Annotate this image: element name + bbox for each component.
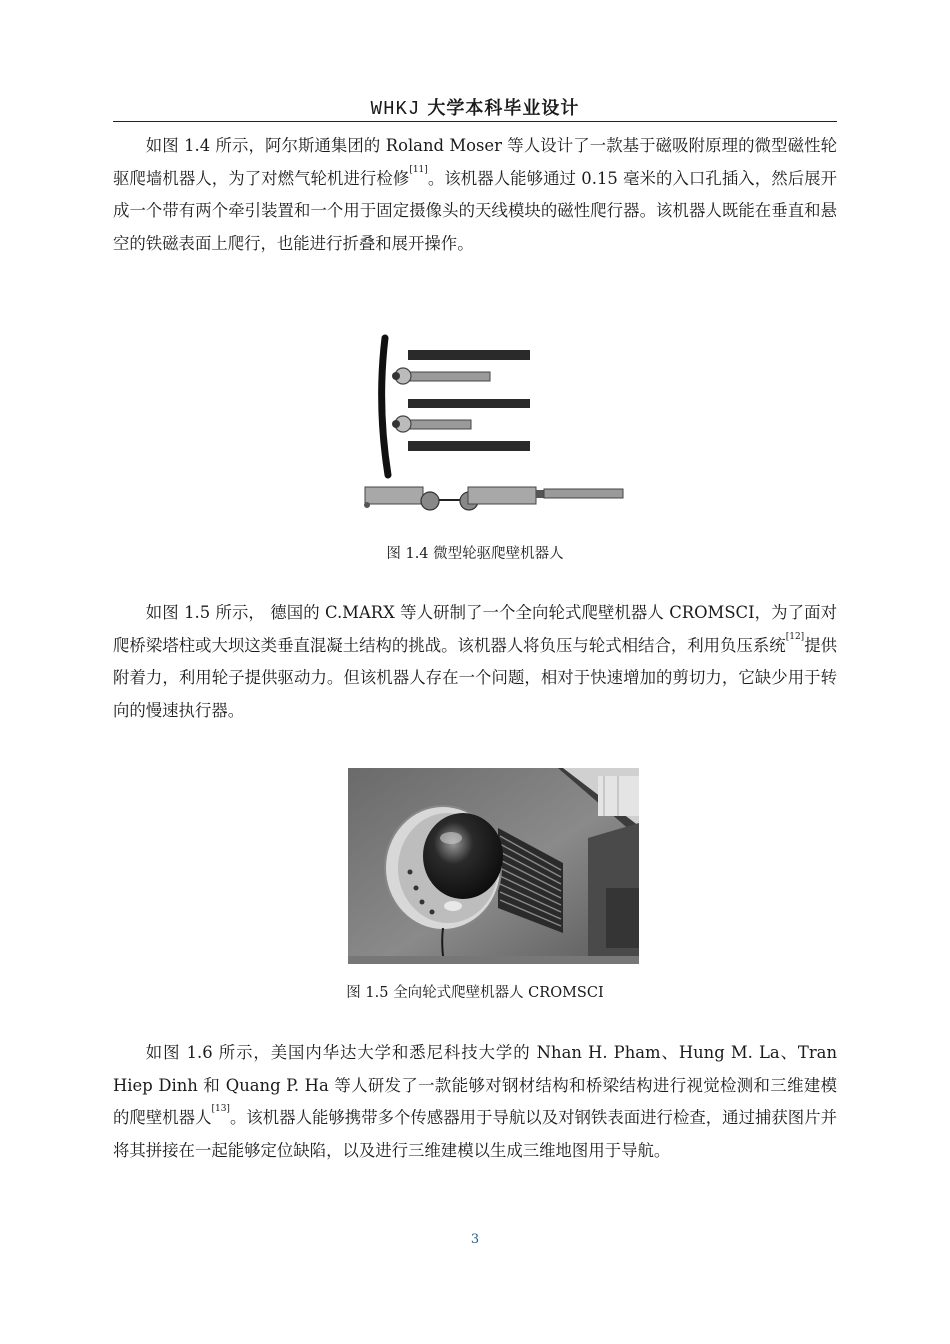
citation-13: [13] [211,1104,230,1114]
page-header [113,94,837,120]
figure-1-4-caption: 图 1.4 微型轮驱爬壁机器人 [386,546,564,562]
paragraph-1-text: 如图 1.4 所示，阿尔斯通集团的 Roland Moser 等人设计了一款基于磁吸附原理的微型磁性轮驱爬墙机器人，为了对燃气轮机进行检修 [113,136,837,188]
paragraph-3-text: 如图 1.6 所示，美国内华达大学和悉尼科技大学的 Nhan H. Pham、Hung M. La、Tran Hiep Dinh 和 Quang P. Ha 等人研发了一款能够对钢材结构和桥梁结构进行视觉检测和三维建模的爬壁机器人 [113,1043,837,1127]
figure-1-5-caption: 图 1.5 全向轮式爬壁机器人 CROMSCI [346,985,604,1001]
header-rule [113,121,837,122]
figure-1-5-photo [348,768,639,964]
paragraph-3 [113,1037,837,1167]
paragraph-3-tail: 。该机器人能够携带多个传感器用于导航以及对钢铁表面进行检查，通过捕获图片并将其拼接在一起能够定位缺陷，以及进行三维建模以生成三维地图用于导航。 [113,1108,838,1160]
page-number: 3 [470,1232,480,1247]
citation-11: [11] [409,164,428,175]
paragraph-1 [113,130,837,260]
paragraph-2 [113,597,837,727]
paragraph-2-text: 如图 1.5 所示， 德国的 C.MARX 等人研制了一个全向轮式爬壁机器人 CROMSCI，为了面对爬桥梁塔柱或大坝这类垂直混凝土结构的挑战。该机器人将负压与轮式相结合，利用负压系统 [113,603,837,655]
figure-1-4-drawing [355,330,635,515]
paragraph-2-tail: 提供附着力，利用轮子提供驱动力。但该机器人存在一个问题，相对于快速增加的剪切力，它缺少用于转向的慢速执行器。 [113,635,838,720]
paragraph-1-tail: 。该机器人能够通过 0.15 毫米的入口孔插入，然后展开成一个带有两个牵引装置和一个用于固定摄像头的天线模块的磁性爬行器。该机器人既能在垂直和悬空的铁磁表面上爬行，也能进行折叠和展开操作。 [113,168,838,253]
citation-12: [12] [785,631,805,642]
header-latin: WHKJ [370,98,421,120]
header-title: 大学本科毕业设计 [427,98,580,119]
